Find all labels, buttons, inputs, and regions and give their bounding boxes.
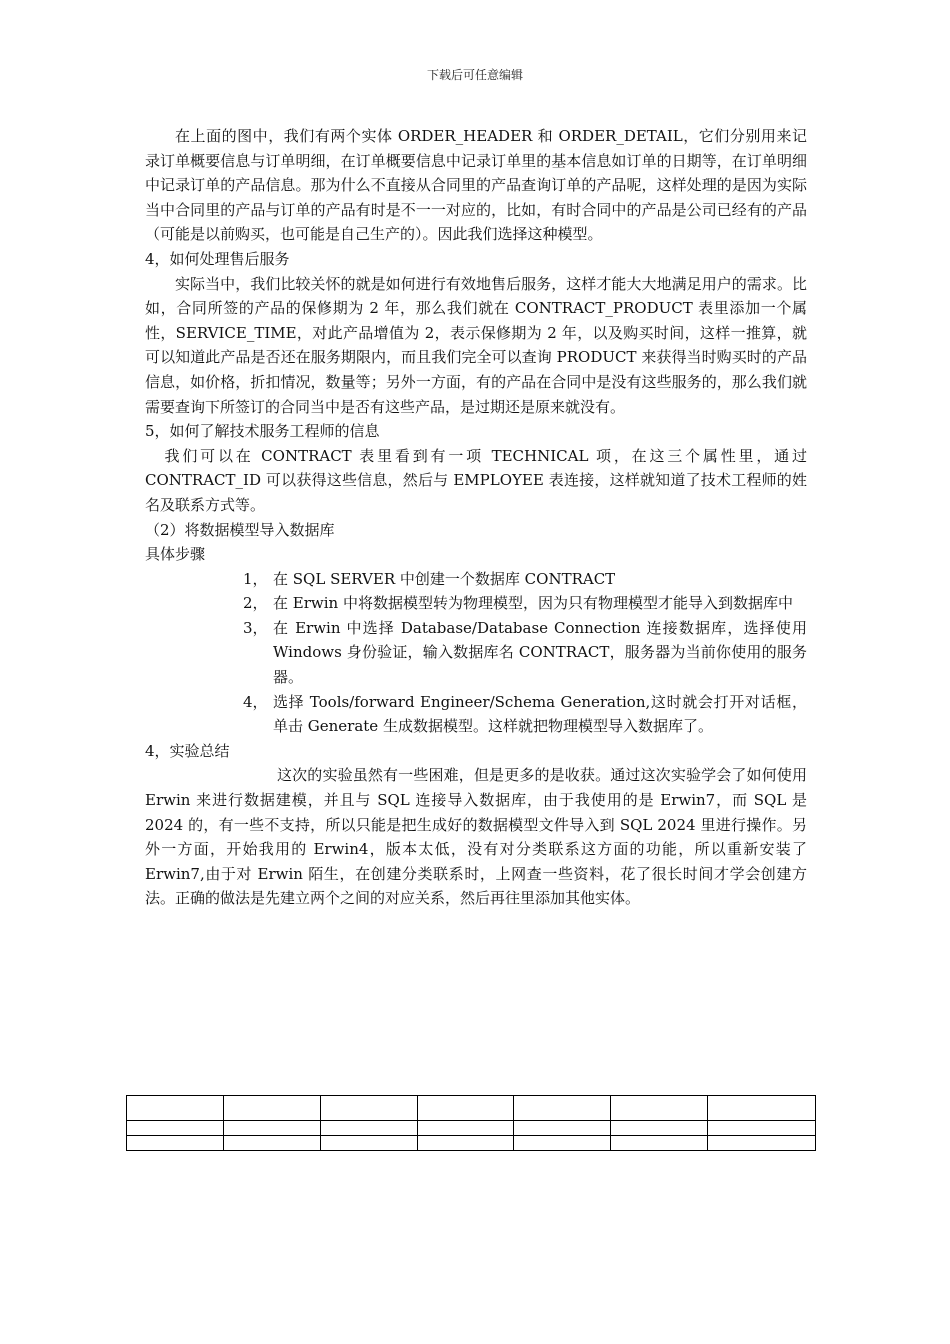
paragraph-summary: 这次的实验虽然有一些困难，但是更多的是收获。通过这次实验学会了如何使用 Erwin 来进行数据建模，并且与 SQL 连接导入数据库，由于我使用的是 Erwin7，而 SQL 是 2024 的，有一些不支持，所以只能是把生成好的数据模型文件导入到 SQL 2024 里进行操作。另外一方面，开始我用的 Erwin4，版本太低，没有对分类联系这方面的功能，所以重新安装了 Erwin7,由于对 Erwin 陌生，在创建分类联系时，上网查一些资料，花了很长时间才学会创建方法。正确的做法是先建立两个之间的对应关系，然后再往里添加其他实体。	[145, 766, 807, 908]
empty-table	[126, 1095, 816, 1151]
table-cell	[320, 1136, 417, 1151]
table-cell	[127, 1096, 224, 1121]
step-text: 在 Erwin 中将数据模型转为物理模型，因为只有物理模型才能导入到数据库中	[273, 594, 793, 613]
table-cell	[708, 1121, 816, 1136]
step-item	[145, 567, 807, 592]
table-cell	[223, 1121, 320, 1136]
steps-list	[145, 567, 807, 739]
paragraph-engineer-info: 我们可以在 CONTRACT 表里看到有一项 TECHNICAL 项，在这三个属性里，通过 CONTRACT_ID 可以获得这些信息，然后与 EMPLOYEE 表连接，这样就知道了技术工程师的姓名及联系方式等。	[145, 446, 807, 514]
table-cell	[417, 1136, 514, 1151]
step-number: 2，	[243, 594, 268, 613]
table-cell	[127, 1121, 224, 1136]
table-cell	[320, 1121, 417, 1136]
heading-import-model: （2）将数据模型导入数据库	[145, 520, 335, 539]
table-cell	[514, 1121, 611, 1136]
heading-summary: 4，实验总结	[145, 741, 230, 760]
table-cell	[514, 1096, 611, 1121]
table-cell	[611, 1136, 708, 1151]
step-item	[145, 690, 807, 739]
table-cell	[417, 1121, 514, 1136]
table-row	[127, 1121, 816, 1136]
step-item	[145, 616, 807, 690]
step-number: 4，	[243, 692, 268, 711]
table-cell	[611, 1096, 708, 1121]
table-row	[127, 1136, 816, 1151]
table-cell	[223, 1136, 320, 1151]
table-cell	[708, 1136, 816, 1151]
table-cell	[127, 1136, 224, 1151]
step-item	[145, 591, 807, 616]
document-body	[145, 124, 807, 911]
step-text: 选择 Tools/forward Engineer/Schema Generation,这时就会打开对话框，单击 Generate 生成数据模型。这样就把物理模型导入数据库了。	[273, 692, 807, 736]
step-number: 1，	[243, 569, 268, 588]
step-number: 3，	[243, 618, 268, 637]
table-cell	[611, 1121, 708, 1136]
table-row	[127, 1096, 816, 1121]
step-text: 在 SQL SERVER 中创建一个数据库 CONTRACT	[273, 569, 616, 588]
page-header: 下载后可任意编辑	[426, 68, 523, 82]
heading-engineer-info: 5，如何了解技术服务工程师的信息	[145, 422, 380, 441]
heading-steps: 具体步骤	[145, 545, 206, 564]
heading-after-sales: 4，如何处理售后服务	[145, 249, 290, 268]
paragraph-entities: 在上面的图中，我们有两个实体 ORDER_HEADER 和 ORDER_DETAIL，它们分别用来记录订单概要信息与订单明细，在订单概要信息中记录订单里的基本信息如订单的日期等，在订单明细中记录订单的产品信息。那为什么不直接从合同里的产品查询订单的产品呢，这样处理的是因为实际当中合同里的产品与订单的产品有时是不一一对应的，比如，有时合同中的产品是公司已经有的产品（可能是以前购买，也可能是自己生产的）。因此我们选择这种模型。	[145, 127, 807, 244]
paragraph-after-sales: 实际当中，我们比较关怀的就是如何进行有效地售后服务，这样才能大大地满足用户的需求。比如，合同所签的产品的保修期为 2 年，那么我们就在 CONTRACT_PRODUCT 表里添加一个属性，SERVICE_TIME，对此产品增值为 2，表示保修期为 2 年，以及购买时间，这样一推算，就可以知道此产品是否还在服务期限内，而且我们完全可以查询 PRODUCT 来获得当时购买时的产品信息，如价格，折扣情况，数量等；另外一方面，有的产品在合同中是没有这些服务的，那么我们就需要查询下所签订的合同当中是否有这些产品，是过期还是原来就没有。	[145, 274, 807, 416]
table-cell	[417, 1096, 514, 1121]
table-cell	[320, 1096, 417, 1121]
table-cell	[223, 1096, 320, 1121]
table-cell	[514, 1136, 611, 1151]
table-cell	[708, 1096, 816, 1121]
step-text: 在 Erwin 中选择 Database/Database Connection 连接数据库，选择使用 Windows 身份验证，输入数据库名 CONTRACT，服务器为当前你使用的服务器。	[273, 618, 807, 687]
